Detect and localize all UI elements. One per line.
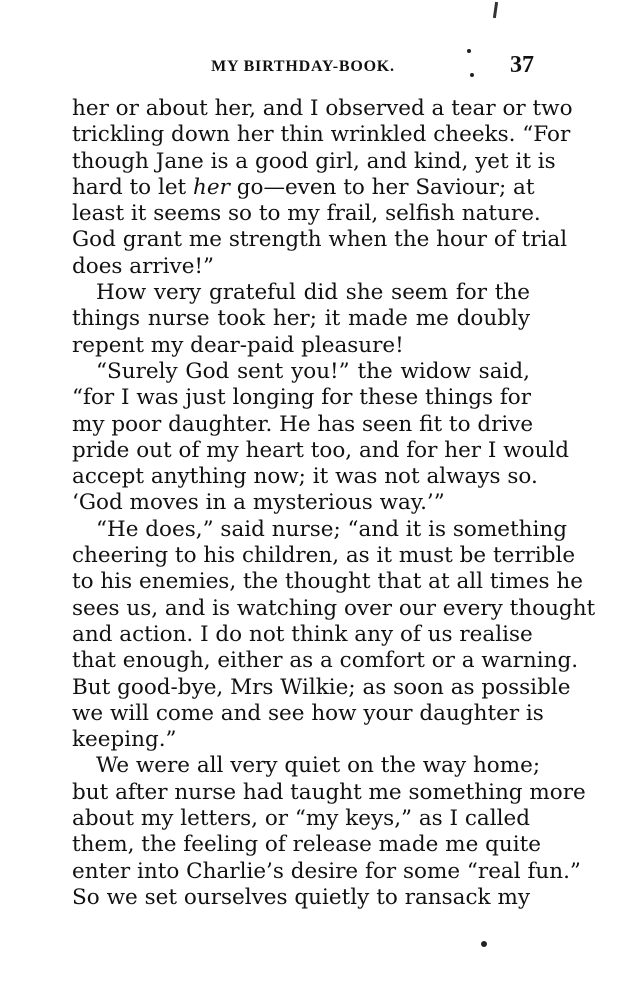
text-line: cheering to his children, as it must be terrible [72,543,576,569]
text-line: repent my dear-paid pleasure! [72,332,404,358]
text-line: pride out of my heart too, and for her I would [72,437,570,463]
text-line: about my letters, or “my keys,” as I called [72,806,530,832]
text-line: them, the feeling of release made me quite [72,832,541,858]
text-line: keeping.” [72,727,177,753]
emphasis: her [193,174,230,200]
text-line: to his enemies, the thought that at all times he [72,569,583,595]
text-line: “for I was just longing for these things for [72,385,532,411]
text-line: least it seems so to my frail, selfish nature. [72,201,541,227]
text-line: “He does,” said nurse; “and it is something [96,516,567,542]
text-line: that enough, either as a comfort or a warning. [72,648,579,674]
text-line: things nurse took her; it made me doubly [72,306,530,332]
text-line: accept anything now; it was not always so. [72,464,538,490]
ink-speck [481,941,487,947]
page-number: 37 [510,52,534,78]
text-line: and action. I do not think any of us realise [72,621,533,647]
ink-mark [493,2,498,18]
text-line: God grant me strength when the hour of trial [72,227,568,253]
text-line: ‘God moves in a mysterious way.’” [72,490,445,516]
text-line: But good-bye, Mrs Wilkie; as soon as possible [72,674,571,700]
text-line: my poor daughter. He has seen fit to drive [72,411,534,437]
text-line: “Surely God sent you!” the widow said, [96,358,530,384]
text-line: we will come and see how your daughter is [72,700,544,726]
text-line: but after nurse had taught me something more [72,779,586,805]
body-text [72,96,596,911]
text-line: So we set ourselves quietly to ransack my [72,884,530,910]
text-line: sees us, and is watching over our every thought [72,595,596,621]
text-line: though Jane is a good girl, and kind, yet it is [72,148,556,174]
text-line: trickling down her thin wrinkled cheeks. “For [72,122,571,148]
running-title: MY BIRTHDAY-BOOK. [211,58,395,75]
page-header [72,52,534,82]
text-line: hard to let her go—even to her Saviour; at [72,174,535,200]
text-line: enter into Charlie’s desire for some “real fun.” [72,858,581,884]
text-line: We were all very quiet on the way home; [96,753,541,779]
text-line: does arrive!” [72,253,215,279]
text-line: her or about her, and I observed a tear or two [72,96,573,121]
text-line: How very grateful did she seem for the [96,280,530,306]
